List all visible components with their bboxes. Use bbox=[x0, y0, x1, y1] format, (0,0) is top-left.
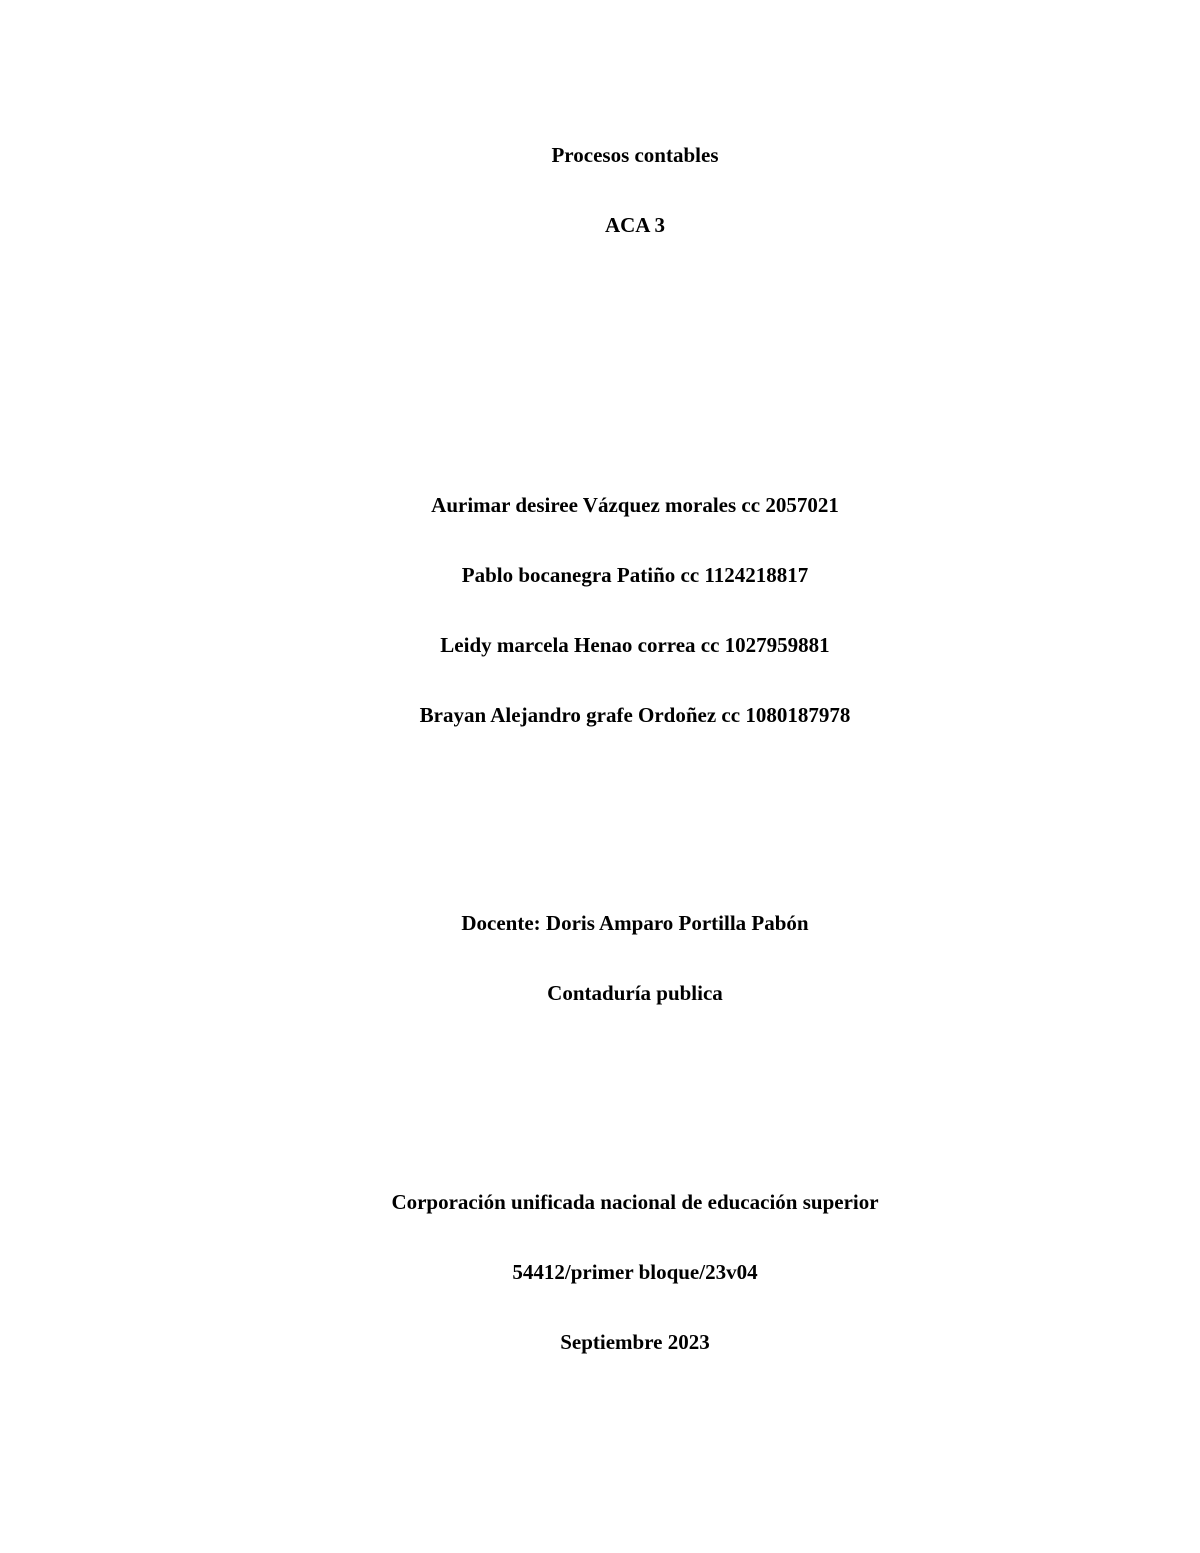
program-line: Contaduría publica bbox=[547, 981, 723, 1005]
document-title: Procesos contables bbox=[551, 143, 719, 167]
activity-label: ACA 3 bbox=[604, 213, 666, 237]
author-line: Leidy marcela Henao correa cc 1027959881 bbox=[440, 633, 830, 657]
author-line: Pablo bocanegra Patiño cc 1124218817 bbox=[461, 563, 809, 587]
institution-line: Corporación unificada nacional de educación superior bbox=[391, 1190, 879, 1214]
date-line: Septiembre 2023 bbox=[560, 1330, 710, 1354]
teacher-line: Docente: Doris Amparo Portilla Pabón bbox=[461, 911, 809, 935]
author-line: Brayan Alejandro grafe Ordoñez cc 1080187978 bbox=[419, 703, 851, 727]
author-line: Aurimar desiree Vázquez morales cc 2057021 bbox=[431, 493, 839, 517]
group-code-line: 54412/primer bloque/23v04 bbox=[512, 1260, 758, 1284]
